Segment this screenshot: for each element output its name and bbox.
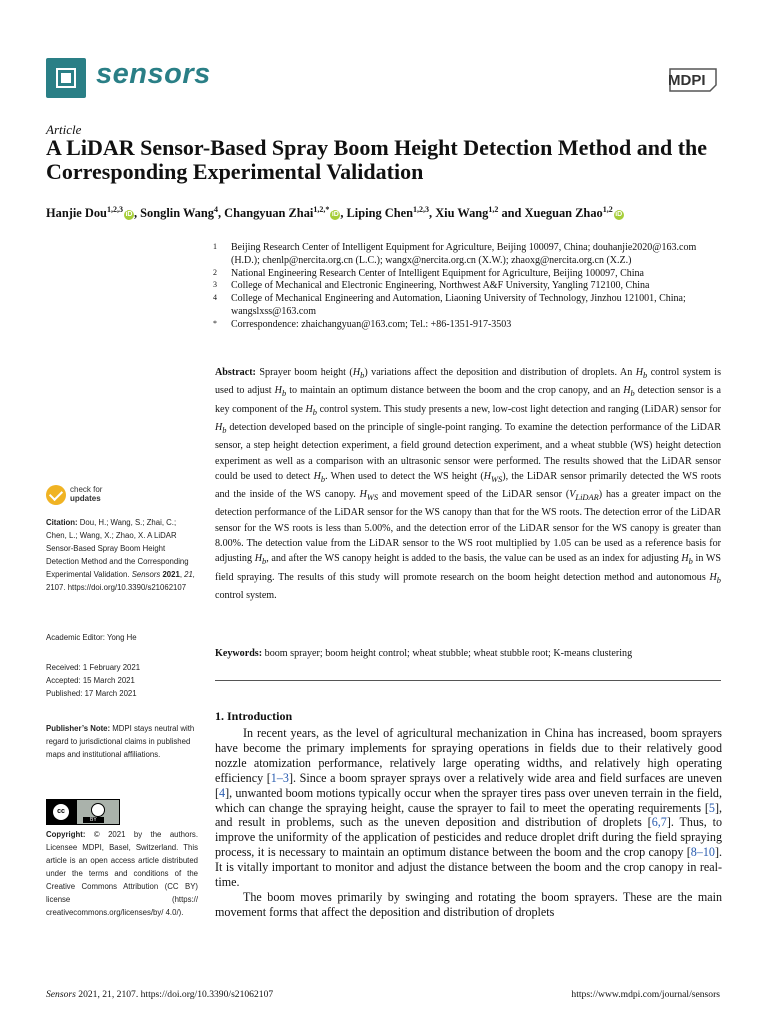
article-type: Article [46,122,82,137]
introduction-body [215,726,722,920]
affiliation-number: 4 [213,293,217,303]
publisher-note-text: MDPI stays neutral with regard to jurisdictional claims in published maps and institutional affiliations. [46,724,195,759]
citation-block: Citation: Dou, H.; Wang, S.; Zhai, C.; Chen, L.; Wang, X.; Zhao, X. A LiDAR Sensor-Based Spray Boom Height Detection Method and the Corresponding Experimental Validation. Sensors 2021, 21, 2107. https://doi.org/10.3390/s21062107 [46,518,196,592]
check-updates-text [70,485,102,503]
citation-link[interactable]: 6,7 [651,815,667,830]
footer-journal: Sensors [46,989,76,1000]
keywords [215,648,721,659]
check-for-updates-badge[interactable] [46,485,196,511]
paragraph: In recent years, as the level of agricultural mechanization in China has increased, boom sprayers have become the primary implements for spraying operations in fields due to their relatively good nozzle atomization performance, relatively large operating widths, and relatively high operating efficiency [1–3]. Since a boom sprayer sprays over a relatively wide area and field surfaces are uneven [4], unwanted boom motions typically occur when the sprayer tires pass over uneven terrain in the field, which can change the spraying height, cause the sprayer to fail to meet the operating requirements [5], and result in problems, such as the uneven deposition and distribution of droplets [6,7]. Thus, to improve the uniformity of the application of pesticides and reduce droplet drift during the field spraying process, it is necessary to maintain an optimum distance between the boom and the crop canopy [8–10]. It is vitally important to monitor and adjust the distance between the boom and the crop canopy in real-time. [215,726,723,890]
copyright-text: © 2021 by the authors. Licensee MDPI, Basel, Switzerland. This article is an open access article distributed under the terms and conditions of the Creative Commons Attribution (CC BY) license (https:// creativecommons.org/licenses/by/ 4.0/). [46,830,198,917]
author-name: Hanjie Dou [46,206,107,221]
received-date: Received: 1 February 2021 [46,663,141,672]
dates-block [46,661,198,700]
published-date: Published: 17 March 2021 [46,689,137,698]
section-divider [215,680,721,681]
journal-name: sensors [96,58,211,90]
cc-by-label: BY [83,817,104,823]
attribution-icon [91,803,105,817]
author-name: Changyuan Zhai [224,206,314,221]
footer-right-link[interactable]: https://www.mdpi.com/journal/sensors [571,989,720,1000]
footer-citation: 2021, 21, 2107. https://doi.org/10.3390/s21062107 [78,989,274,1000]
affiliation-text: Beijing Research Center of Intelligent Equipment for Agriculture, Beijing 100097, China; douhanjie2020@163.com (H.D.); chenlp@nercita.org.cn (L.C.); wangx@nercita.org.cn (X.W.); zhaoxg@nercita.org.cn (X.Z.) [231,242,697,266]
affiliation-number: 2 [213,267,217,277]
affiliation-number: 1 [213,242,217,251]
affiliation-item [213,319,718,332]
cc-icon-left [47,800,77,824]
orcid-icon[interactable]: iD [331,211,339,219]
affiliation-text: Correspondence: zhaichangyuan@163.com; Tel.: +86-1351-917-3503 [231,318,512,330]
author-sup: 1,2,3 [106,205,123,214]
keywords-text: boom sprayer; boom height control; wheat stubble; wheat stubble root; K-means clustering [264,648,633,659]
affiliation-text: College of Mechanical and Electronic Engineering, Northwest A&F University, Yangling 712100, China [231,280,650,292]
author-sup: 1,2,* [313,205,330,214]
author-sup: 4 [213,205,218,214]
keywords-label: Keywords: [215,648,263,659]
citation-link[interactable]: 5 [708,800,715,815]
academic-editor: Academic Editor: Yong He [46,633,137,642]
check-updates-icon [46,485,66,505]
affiliation-item [213,268,718,281]
article-title: A LiDAR Sensor-Based Spray Boom Height Detection Method and the Corresponding Experimental Validation [46,135,708,184]
publisher-note-label: Publisher’s Note: [46,724,111,733]
abstract: Abstract: Sprayer boom height $(H_b)$ variations affect the deposition and distribution of droplets. An $H_b$ control system is used to adjust $H_b$ to maintain an optimum distance between the boom and the crop canopy, and an $H_b$ detection sensor is a key component of the $H_b$ control system. This study presents a new, low-cost light detection and ranging (LiDAR) sensor for $H_b$ detection developed based on the principle of single-point ranging. To examine the detection performance of the LiDAR sensor, a step height detection experiment, a field ground detection experiment, and a wheat stubble (WS) height detection experiment as well as a comparison with an ultrasonic sensor were performed. The results showed that the LiDAR sensor could be used to detect $H_b$. When used to detect the WS height $(H_{WS})$, the LiDAR sensor primarily detected the WS roots and the inside of the WS canopy. $H_{WS}$ and movement speed of the LiDAR sensor $(V_{LiDAR})$ has a greater impact on the detection performance of the LiDAR sensor for the WS canopy than that for the WS roots. The detection error of the LiDAR sensor for the WS roots is less than 5.00%, and the detection error of the LiDAR sensor for the WS canopy is greater than 8.00%. The detection value from the LiDAR sensor to the WS root multiplied by 1.05 can be used as a reference basis for adjusting $H_b$, and after the WS canopy height is added to the basis, the value can be used as an index for adjusting $H_b$ in WS field spraying. The results of this study will promote research on the boom height detection method and autonomous $H_b$ control system. [215,367,721,601]
journal-logo [46,58,86,98]
affiliation-item [213,293,718,319]
citation-journal: Sensors [131,570,161,579]
affiliation-text: College of Mechanical Engineering and Automation, Liaoning University of Technology, Jinzhou 121001, China; wangslxss@163.com [231,293,686,317]
citation-label: Citation: [46,518,78,527]
citation-volume: 21, [184,570,196,579]
affiliation-item [213,242,718,268]
copyright-label: Copyright: [46,830,86,839]
citation-doi-link[interactable]: https://doi.org/10.3390/s21062107 [67,583,187,592]
affiliation-list [213,242,718,332]
author-name: Liping Chen [346,206,414,221]
check-updates-line1: check for [70,485,103,494]
abstract-label: Abstract: [215,367,256,378]
author-sup: 1,2 [488,205,499,214]
section-heading: 1. Introduction [215,709,293,723]
orcid-icon[interactable]: iD [125,211,133,219]
mdpi-logo [666,65,720,95]
affiliation-item [213,280,718,293]
citation-text: Dou, H.; Wang, S.; Zhai, C.; Chen, L.; Wang, X.; Zhao, X. A LiDAR Sensor-Based Spray Boom Height Detection Method and the Corresponding Experimental Validation. [46,518,189,579]
author-name: Xiu Wang [435,206,489,221]
affiliation-number: * [213,318,217,328]
affiliation-number: 3 [213,280,217,290]
check-updates-line2: updates [70,494,101,503]
author-name: Xueguan Zhao [524,206,603,221]
affiliation-text: National Engineering Research Center of Intelligent Equipment for Agriculture, Beijing 100097, China [231,267,644,279]
author-sup: 1,2,3 [413,205,430,214]
cc-icon: cc [53,804,69,820]
copyright-block [46,828,198,919]
footer-left [46,989,273,1000]
author-list: Hanjie Dou$^{1,2,3}$iD , Songlin Wang$^4$, Changyuan Zhai$^{1,2,*}$iD , Liping Chen$^{1,2,3}$, Xiu Wang$^{1,2}$ and Xueguan Zhao$^{1,2}$iD [46,205,623,221]
publisher-note [46,722,198,761]
accepted-date: Accepted: 15 March 2021 [46,676,135,685]
citation-page: 2107. [46,583,66,592]
author-sup: 1,2 [602,205,613,214]
orcid-icon[interactable]: iD [615,211,623,219]
cc-by-license-icon[interactable] [46,799,120,825]
chip-icon [56,68,76,88]
paragraph: The boom moves primarily by swinging and rotating the boom sprayers. These are the main movement forms that affect the deposition and distribution of droplets [215,889,722,919]
mdpi-logo-text: MDPI [668,72,706,89]
citation-year: 2021 [162,570,180,579]
citation-link[interactable]: 8–10 [690,845,715,860]
author-name: Songlin Wang [140,206,214,221]
citation-link[interactable]: 4 [219,785,226,800]
citation-link[interactable]: 1–3 [270,770,289,785]
